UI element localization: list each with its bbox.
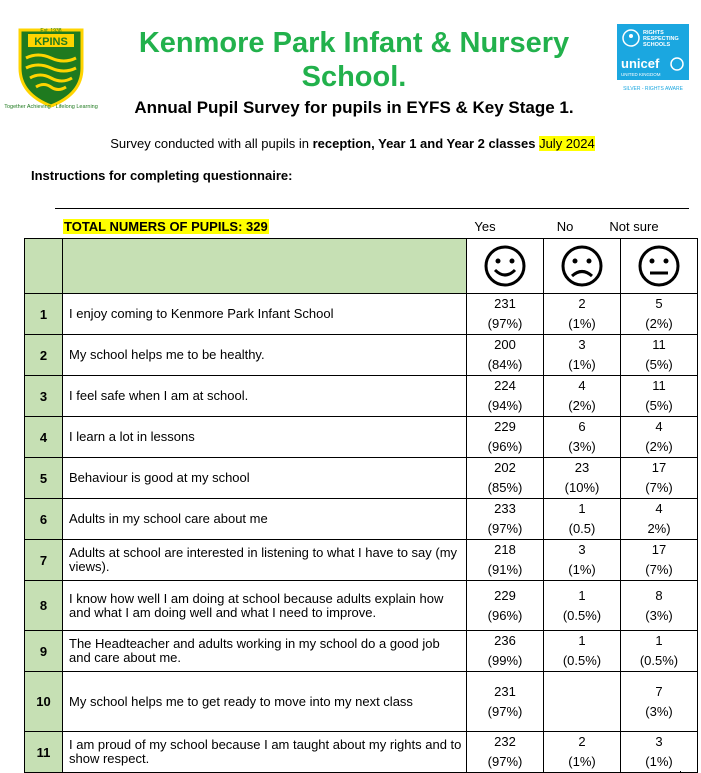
yes-percent: (99%) <box>487 653 523 668</box>
table-row <box>25 732 698 773</box>
notsure-count: 1 <box>655 633 663 648</box>
notsure-percent: (5%) <box>645 398 673 413</box>
question-number-text: 10 <box>36 694 51 709</box>
table-row <box>25 672 698 732</box>
yes-percent: (97%) <box>487 521 523 536</box>
yes-count: 218 <box>494 542 516 557</box>
header-blank-num <box>25 239 63 294</box>
no-result-cell <box>544 417 621 458</box>
question-number-text: 6 <box>39 511 48 527</box>
no-percent: (3%) <box>568 439 596 454</box>
no-percent: (0.5%) <box>562 607 602 623</box>
notsure-result-cell <box>621 499 698 540</box>
table-row <box>25 376 698 417</box>
yes-result-cell <box>467 376 544 417</box>
yes-result-cell <box>467 294 544 335</box>
total-pupils-label: TOTAL NUMERS OF PUPILS: 329 <box>64 219 268 234</box>
question-number <box>25 335 63 376</box>
question-text <box>63 417 467 458</box>
notsure-result-cell <box>621 417 698 458</box>
no-result-cell <box>544 376 621 417</box>
survey-description: Survey conducted with all pupils in reception, Year 1 and Year 2 classes July 2024 <box>110 136 595 151</box>
svg-text:SCHOOLS: SCHOOLS <box>643 42 671 48</box>
question-text <box>63 458 467 499</box>
table-row <box>25 335 698 376</box>
question-text <box>63 581 467 631</box>
yes-count: 236 <box>494 633 516 648</box>
notsure-percent: 2%) <box>647 521 671 536</box>
question-text <box>63 499 467 540</box>
notsure-percent: (7%) <box>645 562 673 577</box>
no-count: 1 <box>578 633 586 648</box>
svg-text:RESPECTING: RESPECTING <box>643 36 679 42</box>
question-number <box>25 294 63 335</box>
no-result-cell <box>544 581 621 631</box>
yes-percent: (84%) <box>487 357 523 372</box>
crest-motto: Together Achieving · Lifelong Learning <box>4 104 98 110</box>
no-result-cell <box>544 458 621 499</box>
crest-text: KPINS <box>34 36 68 48</box>
question-number-text: 7 <box>39 552 48 568</box>
question-text <box>63 335 467 376</box>
question-number-text: 9 <box>39 643 48 659</box>
no-count: 1 <box>578 501 586 516</box>
table-row <box>25 540 698 581</box>
no-count: 23 <box>574 460 590 475</box>
question-label: Behaviour is good at my school <box>69 470 250 485</box>
no-percent: (1%) <box>568 562 596 577</box>
question-text <box>63 294 467 335</box>
question-label: I enjoy coming to Kenmore Park Infant School <box>69 306 334 321</box>
question-number <box>25 631 63 672</box>
yes-result-cell <box>467 335 544 376</box>
question-number <box>25 376 63 417</box>
notsure-count: 7 <box>655 683 663 699</box>
yes-result-cell <box>467 458 544 499</box>
no-percent: (1%) <box>568 316 596 331</box>
question-text <box>63 376 467 417</box>
notsure-result-cell <box>621 540 698 581</box>
question-number-text: 8 <box>39 598 48 613</box>
no-percent: (1%) <box>568 357 596 372</box>
question-number <box>25 540 63 581</box>
yes-percent: (97%) <box>487 703 523 719</box>
table-row <box>25 417 698 458</box>
yes-percent: (94%) <box>487 398 523 413</box>
yes-percent: (91%) <box>487 562 523 577</box>
yes-result-cell <box>467 672 544 732</box>
notsure-count: 17 <box>651 542 667 557</box>
no-count: 1 <box>578 587 586 603</box>
notsure-count: 4 <box>655 419 663 434</box>
no-count: 6 <box>578 419 586 434</box>
yes-result-cell <box>467 540 544 581</box>
school-name: Kenmore Park Infant & Nursery School. <box>138 27 570 93</box>
notsure-result-cell <box>621 732 698 773</box>
no-count: 2 <box>578 296 586 311</box>
question-number <box>25 732 63 773</box>
no-result-cell <box>544 732 621 773</box>
no-count: 3 <box>578 542 586 557</box>
question-number-text: 1 <box>39 306 48 322</box>
notsure-percent: (2%) <box>645 316 673 331</box>
survey-title: Annual Pupil Survey for pupils in EYFS & Key Stage 1. <box>134 98 574 117</box>
survey-date: July 2024 <box>539 136 595 151</box>
yes-percent: (85%) <box>487 480 523 495</box>
question-label: I learn a lot in lessons <box>69 429 195 444</box>
notsure-count: 5 <box>655 296 663 311</box>
not-sure-face-cell <box>621 239 698 294</box>
yes-face-cell <box>467 239 544 294</box>
question-number <box>25 499 63 540</box>
question-number-text: 11 <box>36 744 51 760</box>
happy-face-icon <box>475 242 535 290</box>
no-result-cell <box>544 672 621 732</box>
divider-line <box>55 208 689 209</box>
yes-percent: (97%) <box>487 754 523 769</box>
question-label: I feel safe when I am at school. <box>69 388 249 403</box>
notsure-percent: (7%) <box>645 480 673 495</box>
question-label: Adults at school are interested in listening to what I have to say (my views). <box>69 545 458 574</box>
svg-text:UNITED KINGDOM: UNITED KINGDOM <box>621 72 661 77</box>
question-label: The Headteacher and adults working in my school do a good job and care about me. <box>69 636 440 665</box>
question-text <box>63 732 467 773</box>
svg-text:RIGHTS: RIGHTS <box>643 30 664 36</box>
question-text <box>63 672 467 732</box>
notsure-result-cell <box>621 631 698 672</box>
yes-result-cell <box>467 581 544 631</box>
svg-text:Est. 1938: Est. 1938 <box>40 28 62 34</box>
yes-count: 232 <box>494 734 516 749</box>
yes-count: 200 <box>494 337 516 352</box>
yes-count: 231 <box>494 296 516 311</box>
notsure-percent: (1%) <box>645 754 673 769</box>
school-crest-logo <box>4 24 98 110</box>
notsure-percent: (0.5%) <box>639 653 679 668</box>
notsure-result-cell <box>621 376 698 417</box>
yes-count: 233 <box>494 501 516 516</box>
no-count: 4 <box>578 378 586 393</box>
question-text <box>63 631 467 672</box>
question-number-text: 5 <box>39 470 48 486</box>
question-label: Adults in my school care about me <box>69 511 268 526</box>
notsure-result-cell <box>621 335 698 376</box>
survey-results-table <box>24 238 698 773</box>
question-label: I know how well I am doing at school because adults explain how and what I am doing well and what I need to improve. <box>69 590 444 620</box>
yes-result-cell <box>467 499 544 540</box>
question-number-text: 3 <box>39 388 48 404</box>
notsure-count: 8 <box>655 587 663 603</box>
no-result-cell <box>544 335 621 376</box>
notsure-result-cell <box>621 294 698 335</box>
no-count: 2 <box>578 734 586 749</box>
notsure-percent: (3%) <box>645 703 673 719</box>
yes-percent: (96%) <box>487 607 523 623</box>
yes-result-cell <box>467 631 544 672</box>
question-label: I am proud of my school because I am taught about my rights and to show respect. <box>69 737 462 766</box>
notsure-count: 17 <box>651 460 667 475</box>
question-number <box>25 458 63 499</box>
header-blank-question <box>63 239 467 294</box>
no-count: 3 <box>578 337 586 352</box>
no-result-cell <box>544 540 621 581</box>
svg-text:unicef: unicef <box>621 56 660 71</box>
yes-result-cell <box>467 732 544 773</box>
icon-header-row <box>25 239 698 294</box>
no-result-cell <box>544 294 621 335</box>
notsure-percent: (2%) <box>645 439 673 454</box>
column-header-no: No <box>556 219 574 234</box>
question-number <box>25 672 63 732</box>
question-number <box>25 417 63 458</box>
notsure-count: 3 <box>655 734 663 749</box>
sad-face-icon <box>552 242 612 290</box>
notsure-percent: (3%) <box>645 607 673 623</box>
no-result-cell <box>544 499 621 540</box>
column-header-yes: Yes <box>474 219 496 234</box>
no-result-cell <box>544 631 621 672</box>
question-number <box>25 581 63 631</box>
unicef-rights-respecting-logo <box>617 24 689 94</box>
question-number-text: 2 <box>39 347 48 363</box>
column-header-not-sure: Not sure <box>609 219 659 234</box>
yes-count: 229 <box>494 419 516 434</box>
question-number-text: 4 <box>39 429 48 445</box>
notsure-count: 11 <box>652 337 666 352</box>
table-row <box>25 294 698 335</box>
no-percent: (0.5) <box>568 521 596 536</box>
table-row <box>25 458 698 499</box>
notsure-result-cell <box>621 581 698 631</box>
notsure-count: 4 <box>655 501 663 516</box>
table-row <box>25 499 698 540</box>
yes-percent: (97%) <box>487 316 523 331</box>
yes-count: 229 <box>494 587 516 603</box>
question-label: My school helps me to get ready to move into my next class <box>69 693 413 709</box>
svg-text:SILVER - RIGHTS AWARE: SILVER - RIGHTS AWARE <box>623 86 683 92</box>
table-row <box>25 631 698 672</box>
yes-count: 224 <box>494 378 516 393</box>
instructions-heading: Instructions for completing questionnaire: <box>31 168 293 183</box>
yes-percent: (96%) <box>487 439 523 454</box>
notsure-count: 11 <box>652 378 666 393</box>
question-text <box>63 540 467 581</box>
notsure-result-cell <box>621 458 698 499</box>
yes-result-cell <box>467 417 544 458</box>
notsure-percent: (5%) <box>645 357 673 372</box>
yes-count: 202 <box>494 460 516 475</box>
yes-count: 231 <box>494 683 516 699</box>
no-percent: (10%) <box>564 480 600 495</box>
no-percent: (2%) <box>568 398 596 413</box>
neutral-face-icon <box>629 242 689 290</box>
no-percent: (0.5%) <box>562 653 602 668</box>
no-percent: (1%) <box>568 754 596 769</box>
no-face-cell <box>544 239 621 294</box>
notsure-result-cell <box>621 672 698 732</box>
question-label: My school helps me to be healthy. <box>69 347 265 362</box>
table-row <box>25 581 698 631</box>
